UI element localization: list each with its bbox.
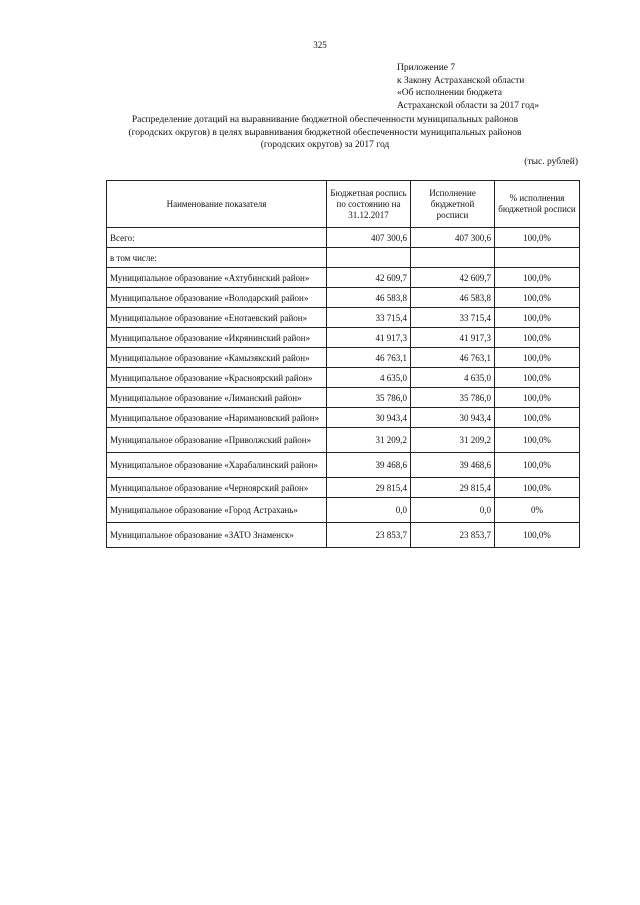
- row-name-cell: Всего:: [107, 228, 327, 248]
- row-executed-cell: 41 917,3: [411, 328, 495, 348]
- row-name-cell: Муниципальное образование «Камызякский район»: [107, 348, 327, 368]
- row-percent-cell: 100,0%: [495, 408, 580, 428]
- header-indicator-name: Наименование показателя: [107, 181, 327, 228]
- row-budget-cell: 31 209,2: [327, 428, 411, 453]
- row-executed-cell: 4 635,0: [411, 368, 495, 388]
- row-name-cell: Муниципальное образование «Город Астрахань»: [107, 498, 327, 523]
- row-percent-cell: 100,0%: [495, 478, 580, 498]
- table-row: [107, 288, 580, 308]
- header-execution-percent: % исполнения бюджетной росписи: [495, 181, 580, 228]
- row-executed-cell: 407 300,6: [411, 228, 495, 248]
- document-title: [110, 114, 540, 152]
- table-row: [107, 388, 580, 408]
- row-budget-cell: 29 815,4: [327, 478, 411, 498]
- table-row: [107, 523, 580, 548]
- row-executed-cell: [411, 248, 495, 268]
- appendix-line: «Об исполнении бюджета: [397, 88, 502, 98]
- row-percent-cell: 100,0%: [495, 428, 580, 453]
- table-row: [107, 328, 580, 348]
- page-number: 325: [313, 40, 327, 50]
- table-row: [107, 348, 580, 368]
- row-executed-cell: 46 763,1: [411, 348, 495, 368]
- budget-table: [106, 180, 580, 548]
- row-executed-cell: 31 209,2: [411, 428, 495, 453]
- row-executed-cell: 46 583,8: [411, 288, 495, 308]
- row-name-cell: Муниципальное образование «ЗАТО Знаменск»: [107, 523, 327, 548]
- row-percent-cell: 100,0%: [495, 523, 580, 548]
- table-body: [107, 228, 580, 548]
- table-row: [107, 228, 580, 248]
- row-budget-cell: [327, 248, 411, 268]
- row-budget-cell: 46 583,8: [327, 288, 411, 308]
- table-row: [107, 268, 580, 288]
- appendix-line: Астраханской области за 2017 год»: [397, 100, 540, 111]
- unit-label: (тыс. рублей): [524, 157, 578, 167]
- row-name-cell: Муниципальное образование «Икрянинский район»: [107, 328, 327, 348]
- row-budget-cell: 30 943,4: [327, 408, 411, 428]
- row-name-cell: в том числе:: [107, 248, 327, 268]
- row-executed-cell: 33 715,4: [411, 308, 495, 328]
- appendix-block: [397, 62, 627, 112]
- row-name-cell: Муниципальное образование «Ахтубинский район»: [107, 268, 327, 288]
- table-row: [107, 478, 580, 498]
- row-name-cell: Муниципальное образование «Черноярский район»: [107, 478, 327, 498]
- row-percent-cell: 100,0%: [495, 328, 580, 348]
- row-executed-cell: 35 786,0: [411, 388, 495, 408]
- table-row: [107, 428, 580, 453]
- row-percent-cell: 100,0%: [495, 268, 580, 288]
- row-percent-cell: 100,0%: [495, 228, 580, 248]
- row-budget-cell: 41 917,3: [327, 328, 411, 348]
- row-budget-cell: 407 300,6: [327, 228, 411, 248]
- row-name-cell: Муниципальное образование «Приволжский район»: [107, 428, 327, 453]
- row-executed-cell: 29 815,4: [411, 478, 495, 498]
- appendix-line: Приложение 7: [397, 63, 456, 73]
- table-row: [107, 408, 580, 428]
- row-budget-cell: 33 715,4: [327, 308, 411, 328]
- title-line: Распределение дотаций на выравнивание бюджетной обеспеченности муниципальных районов: [131, 115, 519, 125]
- row-name-cell: Муниципальное образование «Красноярский район»: [107, 368, 327, 388]
- row-percent-cell: [495, 248, 580, 268]
- header-budget-plan: Бюджетная роспись по состоянию на 31.12.2017: [327, 181, 411, 228]
- title-line: (городских округов) в целях выравнивания бюджетной обеспеченности муниципальных районов: [128, 127, 522, 138]
- row-percent-cell: 100,0%: [495, 308, 580, 328]
- row-budget-cell: 4 635,0: [327, 368, 411, 388]
- row-budget-cell: 39 468,6: [327, 453, 411, 478]
- row-budget-cell: 46 763,1: [327, 348, 411, 368]
- row-budget-cell: 23 853,7: [327, 523, 411, 548]
- row-budget-cell: 42 609,7: [327, 268, 411, 288]
- table-row: [107, 248, 580, 268]
- appendix-line: к Закону Астраханской области: [397, 75, 525, 86]
- row-percent-cell: 100,0%: [495, 388, 580, 408]
- row-name-cell: Муниципальное образование «Володарский район»: [107, 288, 327, 308]
- row-percent-cell: 0%: [495, 498, 580, 523]
- table-header-row: [107, 181, 580, 228]
- row-budget-cell: 0,0: [327, 498, 411, 523]
- row-executed-cell: 0,0: [411, 498, 495, 523]
- row-executed-cell: 42 609,7: [411, 268, 495, 288]
- row-executed-cell: 39 468,6: [411, 453, 495, 478]
- row-percent-cell: 100,0%: [495, 288, 580, 308]
- row-name-cell: Муниципальное образование «Наримановский район»: [107, 408, 327, 428]
- row-executed-cell: 30 943,4: [411, 408, 495, 428]
- title-line: (городских округов) за 2017 год: [260, 140, 390, 150]
- row-percent-cell: 100,0%: [495, 368, 580, 388]
- row-name-cell: Муниципальное образование «Харабалинский район»: [107, 453, 327, 478]
- table-row: [107, 453, 580, 478]
- row-budget-cell: 35 786,0: [327, 388, 411, 408]
- row-percent-cell: 100,0%: [495, 348, 580, 368]
- row-percent-cell: 100,0%: [495, 453, 580, 478]
- row-name-cell: Муниципальное образование «Енотаевский район»: [107, 308, 327, 328]
- header-execution: Исполнение бюджетной росписи: [411, 181, 495, 228]
- row-name-cell: Муниципальное образование «Лиманский район»: [107, 388, 327, 408]
- row-executed-cell: 23 853,7: [411, 523, 495, 548]
- table-row: [107, 498, 580, 523]
- table-row: [107, 308, 580, 328]
- table-row: [107, 368, 580, 388]
